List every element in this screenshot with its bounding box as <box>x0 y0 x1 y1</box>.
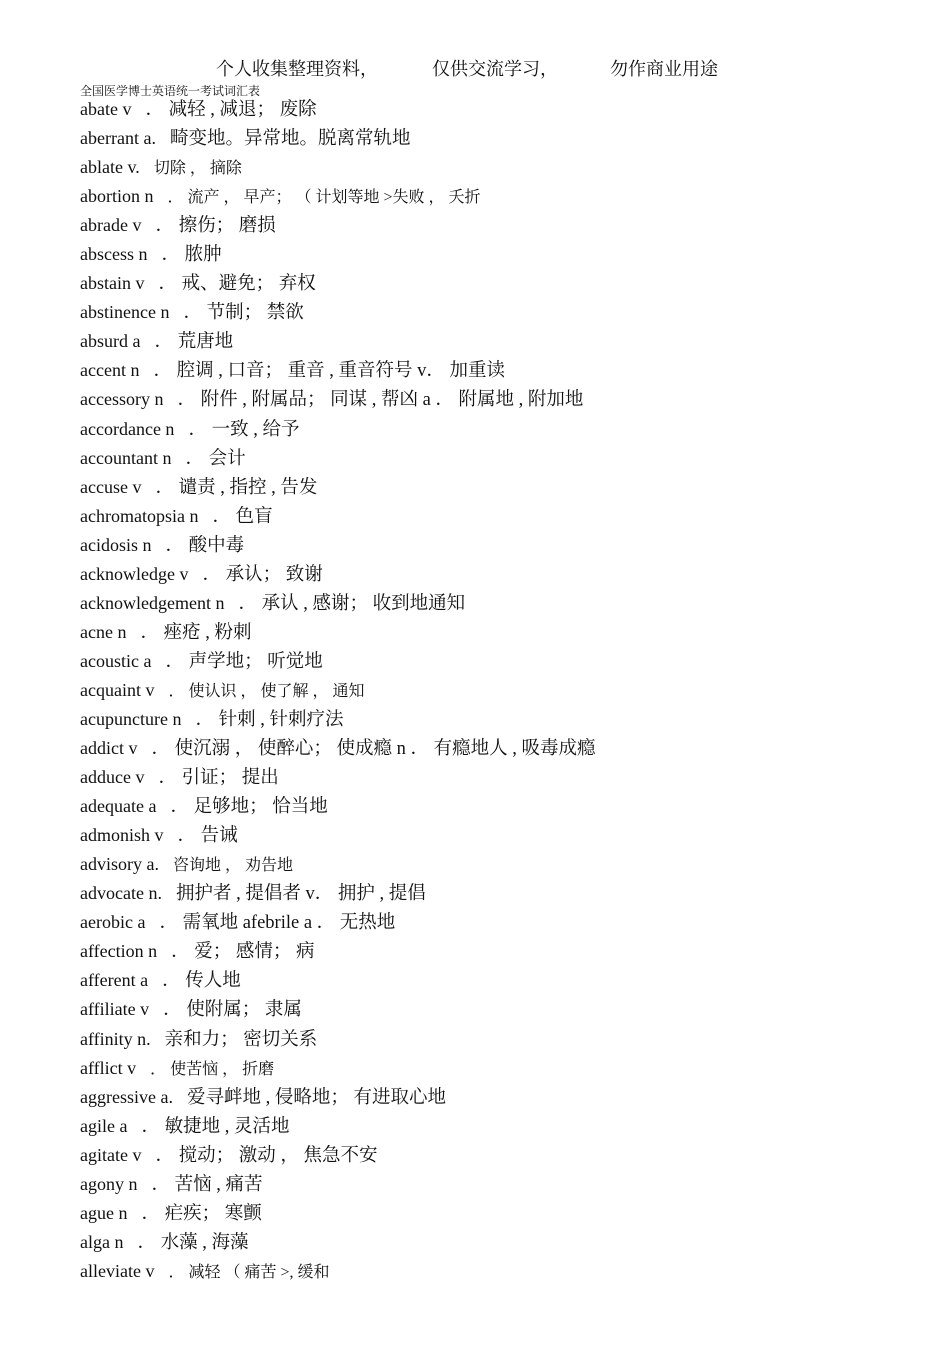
vocab-word: aerobic a <box>80 912 146 933</box>
vocab-definition: ． 承认； 致谢 <box>202 564 323 585</box>
vocab-word: absurd a <box>80 331 141 352</box>
vocab-word: adequate a <box>80 796 157 817</box>
vocab-definition: 畸变地。异常地。脱离常轨地 <box>169 129 411 150</box>
vocab-word: advocate n. <box>80 883 162 904</box>
vocab-definition: ． 苦恼 , 痛苦 <box>151 1174 263 1195</box>
vocab-definition: ． 节制； 禁欲 <box>183 303 304 324</box>
vocab-definition: ． 腔调 , 口音； 重音 , 重音符号 v． 加重读 <box>153 361 505 382</box>
vocab-definition: ． 足够地； 恰当地 <box>170 797 328 818</box>
vocab-entry <box>80 705 940 734</box>
vocab-entry <box>80 444 940 473</box>
vocab-word: afflict v <box>80 1057 137 1078</box>
vocab-entry <box>80 182 940 211</box>
vocab-definition: ． 荒唐地 <box>154 332 234 353</box>
vocab-definition: ． 酸中毒 <box>165 535 245 556</box>
vocab-definition: ． 减轻 （ 痛苦 >, 缓和 <box>168 1263 330 1281</box>
vocab-entry <box>80 792 940 821</box>
vocab-definition: 咨询地 ， 劝告地 <box>172 857 293 875</box>
vocab-word: acupuncture n <box>80 708 182 729</box>
vocabulary-list <box>80 95 940 1286</box>
vocab-definition: 爱寻衅地 , 侵略地； 有进取心地 <box>186 1087 446 1108</box>
vocab-definition: 拥护者 , 提倡者 v． 拥护 , 提倡 <box>175 884 426 905</box>
vocab-entry <box>80 1025 940 1054</box>
vocab-entry <box>80 1228 940 1257</box>
vocab-definition: ． 使附属； 隶属 <box>163 1000 302 1021</box>
vocab-word: achromatopsia n <box>80 505 199 526</box>
vocab-entry <box>80 1112 940 1141</box>
vocab-word: affiliate v <box>80 999 150 1020</box>
vocab-entry <box>80 1257 940 1286</box>
vocab-definition: ． 使认识 ， 使了解 ， 通知 <box>168 682 365 700</box>
vocab-entry <box>80 1170 940 1199</box>
vocab-entry <box>80 153 940 182</box>
vocab-entry <box>80 618 940 647</box>
vocab-word: acidosis n <box>80 534 152 555</box>
vocab-definition: ． 水藻 , 海藻 <box>137 1232 249 1253</box>
vocab-entry <box>80 95 940 124</box>
vocab-definition: ． 爱； 感情； 病 <box>171 942 315 963</box>
vocab-word: admonish v <box>80 825 164 846</box>
vocab-definition: ． 引证； 提出 <box>158 768 279 789</box>
vocab-entry <box>80 647 940 676</box>
vocab-entry <box>80 763 940 792</box>
vocab-definition: ． 使沉溺 ， 使醉心； 使成瘾 n ． 有瘾地人 , 吸毒成瘾 <box>151 739 596 760</box>
vocab-entry <box>80 734 940 763</box>
vocab-entry <box>80 560 940 589</box>
vocab-definition: ． 使苦恼 ， 折磨 <box>150 1060 275 1078</box>
vocab-word: adduce v <box>80 767 145 788</box>
vocab-word: alleviate v <box>80 1260 155 1281</box>
page-header <box>0 55 950 79</box>
vocab-word: addict v <box>80 738 138 759</box>
vocab-word: acquaint v <box>80 679 155 700</box>
vocab-word: acoustic a <box>80 650 152 671</box>
vocab-word: alga n <box>80 1231 124 1252</box>
header-text-3: 勿作商业用途 <box>610 59 718 79</box>
vocab-entry <box>80 124 940 153</box>
vocab-entry <box>80 821 940 850</box>
vocab-word: agony n <box>80 1173 138 1194</box>
vocab-definition: ． 色盲 <box>212 506 273 527</box>
vocab-entry <box>80 269 940 298</box>
vocab-entry <box>80 473 940 502</box>
vocab-word: affection n <box>80 941 158 962</box>
vocab-entry <box>80 1141 940 1170</box>
vocab-definition: ． 减轻 , 减退； 废除 <box>145 100 317 120</box>
vocab-definition: ． 谴责 , 指控 , 告发 <box>155 477 318 498</box>
vocab-definition: ． 附件 , 附属品； 同谋 , 帮凶 a ． 附属地 , 附加地 <box>177 390 584 411</box>
vocab-entry <box>80 327 940 356</box>
vocab-definition: ． 需氧地 afebrile a ． 无热地 <box>159 913 396 934</box>
vocab-word: accent n <box>80 360 140 381</box>
vocab-entry <box>80 879 940 908</box>
vocab-entry <box>80 1083 940 1112</box>
vocab-word: agile a <box>80 1115 128 1136</box>
vocab-entry <box>80 995 940 1024</box>
vocab-word: affinity n. <box>80 1028 151 1049</box>
vocab-definition: 切除 ， 摘除 <box>153 160 242 178</box>
vocab-word: agitate v <box>80 1144 142 1165</box>
vocab-entry <box>80 908 940 937</box>
vocab-definition: ． 疟疾； 寒颤 <box>141 1203 262 1224</box>
vocab-entry <box>80 966 940 995</box>
vocab-word: abstain v <box>80 273 145 294</box>
vocab-word: abate v <box>80 99 132 119</box>
vocab-definition: 亲和力； 密切关系 <box>164 1029 318 1050</box>
vocab-definition: ． 擦伤； 磨损 <box>155 216 276 237</box>
vocab-definition: ． 承认 , 感谢； 收到地通知 <box>238 593 466 614</box>
vocab-definition: ． 脓肿 <box>161 245 222 266</box>
vocab-entry <box>80 385 940 414</box>
vocab-definition: ． 告诫 <box>177 826 238 847</box>
vocab-word: abortion n <box>80 186 154 207</box>
vocab-word: accessory n <box>80 389 164 410</box>
vocab-definition: ． 针刺 , 针刺疗法 <box>195 709 344 730</box>
vocab-entry <box>80 676 940 705</box>
vocab-entry <box>80 356 940 385</box>
vocab-definition: ． 流产 ， 早产； （ 计划等地 >失败 ， 夭折 <box>167 189 481 207</box>
vocab-word: aggressive a. <box>80 1086 173 1107</box>
vocab-definition: ． 传人地 <box>162 971 241 992</box>
vocab-word: accordance n <box>80 418 175 439</box>
vocab-entry <box>80 1199 940 1228</box>
vocab-entry <box>80 298 940 327</box>
vocab-word: advisory a. <box>80 854 159 875</box>
vocab-entry <box>80 211 940 240</box>
vocab-word: abstinence n <box>80 302 170 323</box>
vocab-word: acne n <box>80 621 127 642</box>
vocab-entry <box>80 850 940 879</box>
vocab-definition: ． 搅动； 激动 ， 焦急不安 <box>155 1145 378 1166</box>
vocab-word: abscess n <box>80 244 148 265</box>
vocab-entry <box>80 415 940 444</box>
vocab-definition: ． 会计 <box>185 448 246 469</box>
vocab-definition: ． 一致 , 给予 <box>188 419 300 440</box>
vocab-entry <box>80 531 940 560</box>
vocab-word: abrade v <box>80 215 142 236</box>
vocab-word: ague n <box>80 1202 128 1223</box>
vocab-definition: ． 痤疮 , 粉刺 <box>140 622 252 643</box>
vocab-definition: ． 敏捷地 , 灵活地 <box>141 1116 290 1137</box>
vocab-word: accuse v <box>80 476 142 497</box>
document-title: 全国医学博士英语统一考试词汇表 <box>80 84 261 98</box>
vocab-entry <box>80 589 940 618</box>
vocab-entry <box>80 1054 940 1083</box>
vocab-word: afferent a <box>80 970 149 991</box>
header-text-1: 个人收集整理资料， <box>216 59 378 79</box>
vocab-entry <box>80 240 940 269</box>
vocab-entry <box>80 937 940 966</box>
vocab-entry <box>80 502 940 531</box>
vocab-definition: ． 戒、避免； 弃权 <box>158 274 316 295</box>
header-text-2: 仅供交流学习， <box>432 59 558 79</box>
vocab-word: acknowledgement n <box>80 592 225 613</box>
vocab-word: acknowledge v <box>80 563 189 584</box>
vocab-definition: ． 声学地； 听觉地 <box>165 651 323 672</box>
vocab-word: aberrant a. <box>80 128 156 149</box>
vocab-word: ablate v. <box>80 157 140 178</box>
vocab-word: accountant n <box>80 447 172 468</box>
